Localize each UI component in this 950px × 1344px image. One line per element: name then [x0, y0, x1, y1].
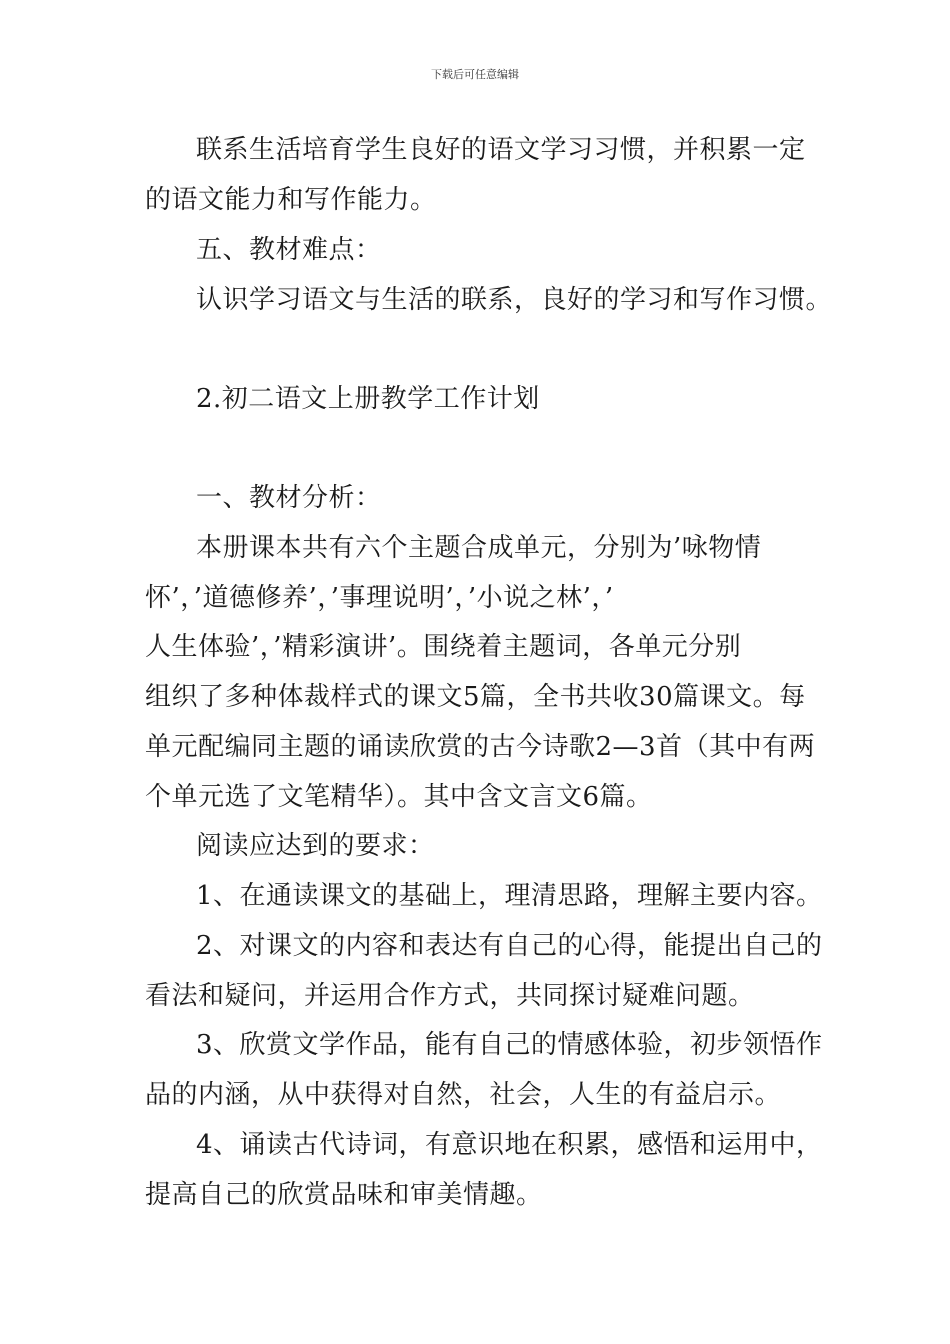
paragraph-line: 组织了多种体裁样式的课文5篇，全书共收30篇课文。每	[145, 682, 806, 712]
section-heading: 一、教材分析：	[196, 483, 382, 513]
list-item: 3、欣赏文学作品，能有自己的情感体验，初步领悟作	[196, 1030, 823, 1060]
paragraph-line: 阅读应达到的要求：	[196, 831, 435, 861]
paragraph-line: 个单元选了文笔精华）。其中含文言文6篇。	[145, 782, 653, 812]
paragraph-line: 人生体验’，’精彩演讲’。围绕着主题词，各单元分别	[145, 632, 742, 662]
list-item: 4、诵读古代诗词，有意识地在积累，感悟和运用中，	[196, 1130, 823, 1160]
paragraph-line: 认识学习语文与生活的联系，良好的学习和写作习惯。	[196, 285, 833, 315]
list-item-continued: 品的内涵，从中获得对自然，社会，人生的有益启示。	[145, 1080, 782, 1110]
document-title: 2.初二语文上册教学工作计划	[196, 384, 540, 414]
list-item-continued: 提高自己的欣赏品味和审美情趣。	[145, 1180, 543, 1210]
paragraph-line: 联系生活培育学生良好的语文学习习惯，并积累一定	[196, 135, 806, 165]
list-item-continued: 看法和疑问，并运用合作方式，共同探讨疑难问题。	[145, 981, 755, 1011]
paragraph-line: 的语文能力和写作能力。	[145, 185, 437, 215]
paragraph-line: 单元配编同主题的诵读欣赏的古今诗歌2—3首（其中有两	[145, 732, 816, 762]
list-item: 1、在通读课文的基础上，理清思路，理解主要内容。	[196, 881, 823, 911]
list-item: 2、对课文的内容和表达有自己的心得，能提出自己的	[196, 931, 823, 961]
paragraph-line: 本册课本共有六个主题合成单元，分别为’咏物情	[196, 533, 762, 563]
section-heading: 五、教材难点：	[196, 235, 382, 265]
page-header: 下载后可任意编辑	[431, 68, 519, 81]
paragraph-line: 怀’，’道德修养’，’事理说明’，’小说之林’，’	[145, 583, 614, 613]
